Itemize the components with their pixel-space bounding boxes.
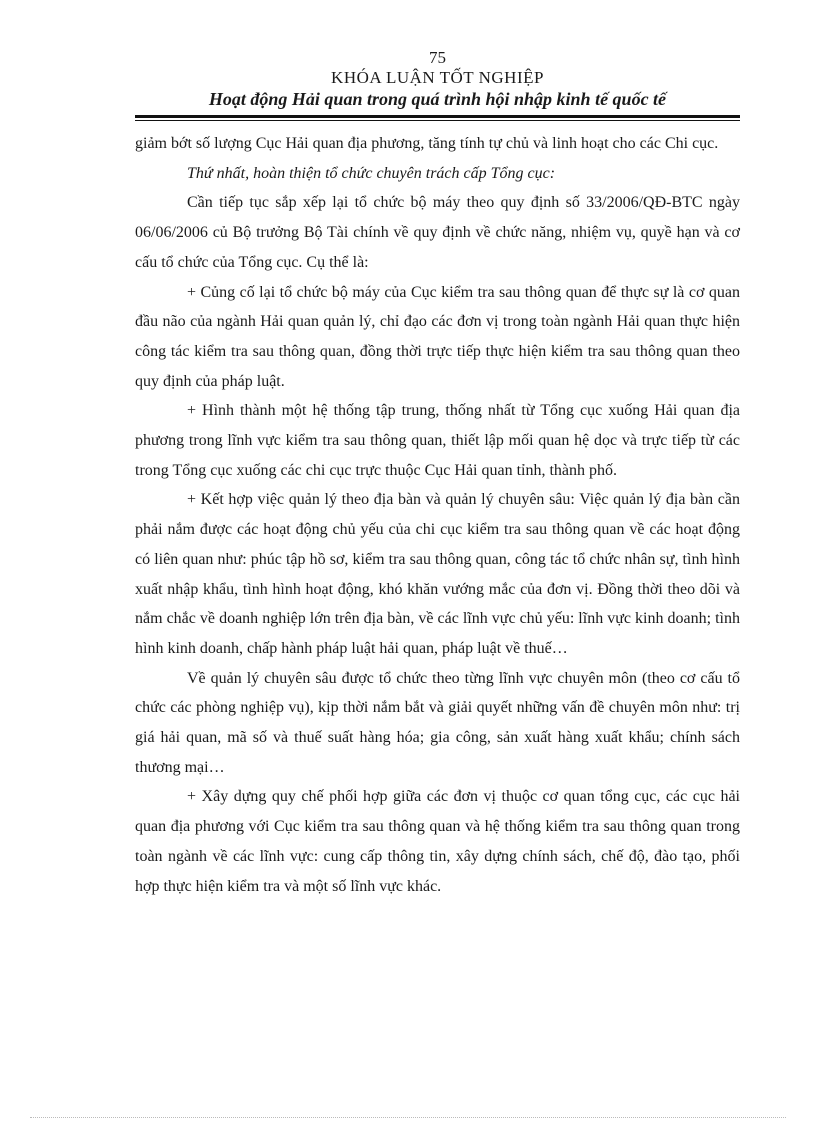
- page-header: [135, 48, 740, 110]
- page-number: 75: [429, 48, 446, 67]
- bullet-paragraph: + Xây dựng quy chế phối hợp giữa các đơn vị thuộc cơ quan tổng cục, các cục hải quan địa phương với Cục kiểm tra sau thông quan và hệ thống kiểm tra sau thông quan trong toàn ngành về các lĩnh vực: cung cấp thông tin, xây dựng chính sách, chế độ, đào tạo, phối hợp thực hiện kiểm tra và một số lĩnh vực khác.: [135, 788, 740, 895]
- bullet-paragraph: + Hình thành một hệ thống tập trung, thống nhất từ Tổng cục xuống Hải quan địa phương trong lĩnh vực kiểm tra sau thông quan, thiết lập mối quan hệ dọc và trực tiếp từ các trong Tổng cục xuống các chi cục trực thuộc Cục Hải quan tỉnh, thành phố.: [135, 402, 740, 479]
- thesis-title: Hoạt động Hải quan trong quá trình hội nhập kinh tế quốc tế: [208, 89, 667, 109]
- body-text: [135, 129, 740, 901]
- paragraph: Về quản lý chuyên sâu được tổ chức theo từng lĩnh vực chuyên môn (theo cơ cấu tổ chức các phòng nghiệp vụ), kịp thời nắm bắt và giải quyết những vấn đề chuyên môn như: trị giá hải quan, mã số và thuế suất hàng hóa; gia công, sản xuất hàng xuất khẩu; chính sách thương mại…: [135, 669, 740, 776]
- thesis-label: KHÓA LUẬN TỐT NGHIỆP: [331, 68, 544, 87]
- bullet-paragraph: + Củng cố lại tổ chức bộ máy của Cục kiểm tra sau thông quan để thực sự là cơ quan đầu não của ngành Hải quan quản lý, chỉ đạo các đơn vị trong toàn ngành Hải quan thực hiện công tác kiểm tra sau thông quan, đồng thời trực tiếp thực hiện kiểm tra sau thông quan theo quy định của pháp luật.: [135, 283, 740, 390]
- section-heading: Thứ nhất, hoàn thiện tổ chức chuyên trách cấp Tổng cục:: [187, 164, 556, 182]
- header-rule-thick: [135, 115, 740, 118]
- paragraph-continuation: giảm bớt số lượng Cục Hải quan địa phương, tăng tính tự chủ và linh hoạt cho các Chi cục.: [135, 135, 719, 152]
- paragraph: Cần tiếp tục sắp xếp lại tổ chức bộ máy theo quy định số 33/2006/QĐ-BTC ngày 06/06/2006 củ Bộ trưởng Bộ Tài chính về quy định về chức năng, nhiệm vụ, quyề hạn và cơ cấu tổ chức của Tổng cục. Cụ thể là:: [135, 194, 740, 271]
- page-bottom-border: [30, 1117, 786, 1118]
- header-rule-thin: [135, 120, 740, 121]
- bullet-paragraph: + Kết hợp việc quản lý theo địa bàn và quản lý chuyên sâu: Việc quản lý địa bàn cần phải nắm được các hoạt động chủ yếu của chi cục kiểm tra sau thông quan về các hoạt động có liên quan như: phúc tập hồ sơ, kiểm tra sau thông quan, công tác tổ chức nhân sự, tình hình xuất nhập khẩu, tình hình hoạt động, khó khăn vướng mắc của đơn vị. Đồng thời theo dõi và nắm chắc về doanh nghiệp lớn trên địa bàn, về các lĩnh vực chủ yếu: lĩnh vực kinh doanh; tình hình kinh doanh, chấp hành pháp luật hải quan, pháp luật về thuế…: [135, 491, 740, 657]
